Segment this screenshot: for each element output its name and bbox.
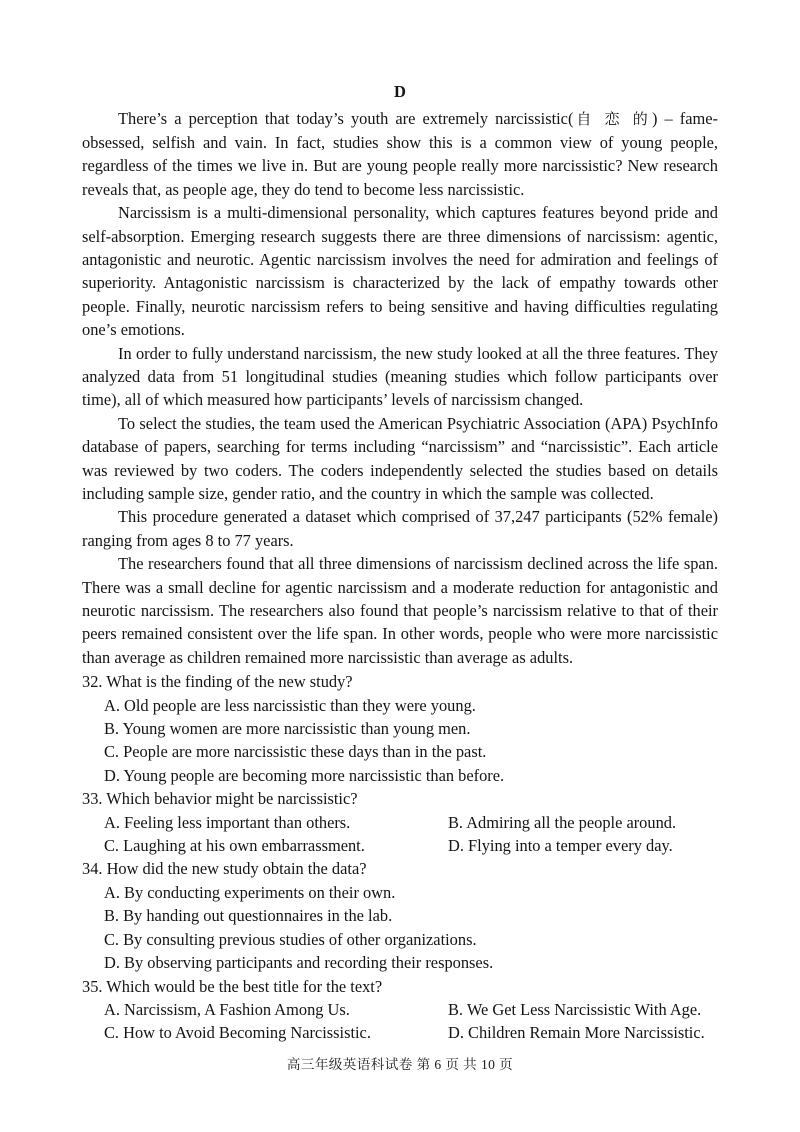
footer-page-number: 第 6 页 共 10 页 <box>416 1057 514 1072</box>
page-content <box>82 84 718 1045</box>
question-35-option-c[interactable]: C. How to Avoid Becoming Narcissistic. <box>104 1023 371 1043</box>
passage-paragraph-1 <box>82 107 718 202</box>
question-32-option-c[interactable]: C. People are more narcissistic these days than in the past. <box>104 742 487 762</box>
chinese-gloss-narcissistic: 自 恋 的 <box>573 109 652 128</box>
question-33-option-row-2 <box>82 834 718 857</box>
question-32-option-d[interactable]: D. Young people are becoming more narcissistic than before. <box>104 765 505 785</box>
passage-paragraph-2: Narcissism is a multi-dimensional personality, which captures features beyond pride and self-absorption. Emerging research suggests there are three dimensions of narcissism: agentic, antagonistic and neurotic. Agentic narcissism involves the need for admiration and feelings of superiority. Antagonistic narcissism is characterized by the lack of empathy towards other people. Finally, neurotic narcissism refers to being sensitive and having difficulties regulating one’s emotions. <box>82 203 718 340</box>
footer-exam-name: 高三年级英语科试卷 <box>286 1057 413 1073</box>
question-35-option-row-2 <box>82 1021 718 1044</box>
question-34-option-c[interactable]: C. By consulting previous studies of other organizations. <box>104 929 477 949</box>
question-35-option-b[interactable]: B. We Get Less Narcissistic With Age. <box>448 999 702 1019</box>
question-32-option-b[interactable]: B. Young women are more narcissistic than young men. <box>104 719 471 739</box>
question-34-stem: 34. How did the new study obtain the data? <box>82 859 367 879</box>
questions-list <box>82 670 718 1044</box>
paragraph-1-text-before-gloss: There’s a perception that today’s youth are extremely narcissistic( <box>118 108 574 128</box>
question-32-stem: 32. What is the finding of the new study? <box>82 672 353 692</box>
page-footer <box>0 1053 800 1073</box>
passage-paragraph-4: To select the studies, the team used the American Psychiatric Association (APA) PsychInfo database of papers, searching for terms including “narcissism” and “narcissistic”. Each article was reviewed by two coders. The coders independently selected the studies based on details including sample size, gender ratio, and the country in which the sample was collected. <box>82 413 718 503</box>
question-34-option-b[interactable]: B. By handing out questionnaires in the lab. <box>104 906 393 926</box>
question-34-option-d[interactable]: D. By observing participants and recording their responses. <box>104 953 494 973</box>
passage-paragraph-5: This procedure generated a dataset which comprised of 37,247 participants (52% female) ranging from ages 8 to 77 years. <box>82 507 718 550</box>
question-33-option-d[interactable]: D. Flying into a temper every day. <box>448 836 673 856</box>
question-35-option-a[interactable]: A. Narcissism, A Fashion Among Us. <box>104 999 350 1019</box>
question-35-option-row-1 <box>82 998 718 1021</box>
paragraph-1-text-after-gloss: ) – fame-obsessed, selfish and vain. In fact, studies show this is a common view of young people, regardless of the times we live in. But are young people really more narcissistic? New research reveals that, as people age, they do tend to become less narcissistic. <box>82 108 718 199</box>
question-35-option-d[interactable]: D. Children Remain More Narcissistic. <box>448 1023 705 1043</box>
question-33-option-b[interactable]: B. Admiring all the people around. <box>448 812 677 832</box>
question-34 <box>82 857 718 974</box>
question-32-option-a[interactable]: A. Old people are less narcissistic than they were young. <box>104 695 476 715</box>
passage-paragraph-6: The researchers found that all three dimensions of narcissism declined across the life span. There was a small decline for agentic narcissism and a moderate reduction for antagonistic and neurotic narcissism. The researchers also found that people’s narcissism relative to that of their peers remained consistent over the life span. In other words, people who were more narcissistic than average as children remained more narcissistic than average as adults. <box>82 554 718 667</box>
question-35-stem: 35. Which would be the best title for the text? <box>82 976 383 996</box>
question-35 <box>82 975 718 1045</box>
question-33 <box>82 787 718 857</box>
question-33-stem: 33. Which behavior might be narcissistic? <box>82 789 358 809</box>
question-33-option-row-1 <box>82 811 718 834</box>
question-34-option-a[interactable]: A. By conducting experiments on their own. <box>104 882 396 902</box>
passage-paragraph-3: In order to fully understand narcissism, the new study looked at all the three features. They analyzed data from 51 longitudinal studies (meaning studies which follow participants over time), all of which measured how participants’ levels of narcissism changed. <box>82 343 718 410</box>
question-33-option-c[interactable]: C. Laughing at his own embarrassment. <box>104 836 365 856</box>
question-33-option-a[interactable]: A. Feeling less important than others. <box>104 812 351 832</box>
question-32 <box>82 670 718 787</box>
section-letter-heading: D <box>393 82 407 101</box>
